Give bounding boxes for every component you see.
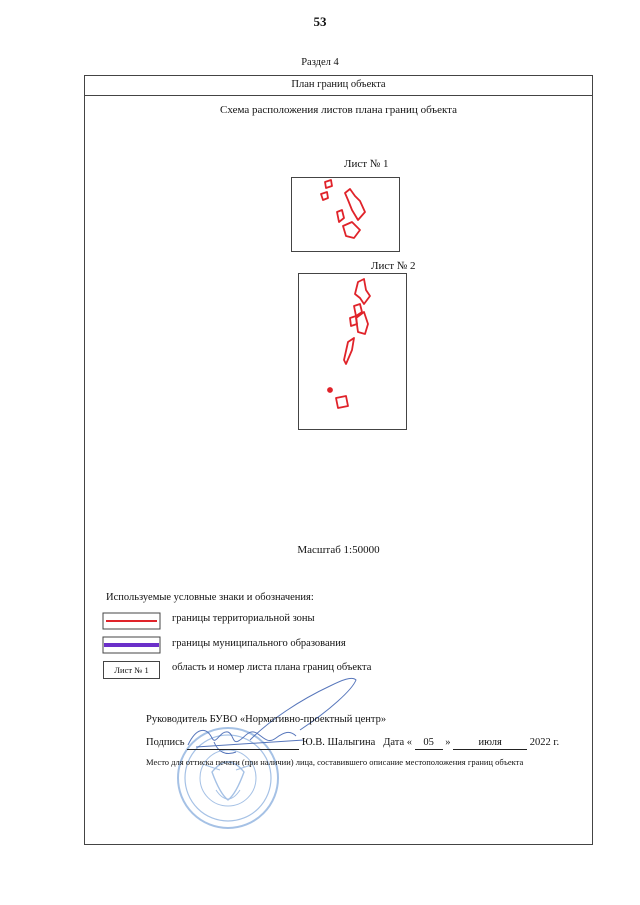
zone-boundaries-sheet-2: [328, 279, 370, 408]
zone-boundaries-sheet-1: [321, 180, 365, 238]
section-heading: Раздел 4: [301, 57, 339, 68]
date-separator: »: [445, 737, 451, 748]
date-day: 05: [415, 737, 443, 750]
legend-lines: [103, 613, 160, 653]
date-year: 2022 г.: [529, 737, 560, 748]
sheet-1-label: Лист № 1: [344, 158, 389, 170]
zone-polygon: [336, 396, 348, 408]
zone-polygon: [345, 189, 365, 220]
legend-sheet-text: область и номер листа плана границ объекта: [172, 662, 372, 673]
legend-sheet-swatch: Лист № 1: [103, 661, 160, 679]
date-month: июля: [453, 737, 527, 750]
signature-line: [146, 737, 559, 750]
plan-frame-title: План границ объекта: [84, 75, 593, 96]
zone-polygon: [337, 210, 344, 222]
signature-blank: [187, 737, 299, 750]
page-number: 53: [313, 14, 327, 29]
legend-zone-text: границы территориальной зоны: [172, 613, 315, 624]
sheet-2-label: Лист № 2: [371, 260, 416, 272]
zone-point: [328, 388, 332, 392]
sign-label: Подпись: [146, 737, 185, 748]
zone-polygon: [321, 192, 328, 200]
scheme-title: Схема расположения листов плана границ объекта: [220, 104, 457, 116]
zone-polygon: [343, 222, 360, 238]
scale-label: Масштаб 1:50000: [297, 544, 380, 556]
zone-polygon: [325, 180, 332, 188]
legend-municipal-text: границы муниципального образования: [172, 638, 346, 649]
head-line: Руководитель БУВО «Нормативно-проектный центр»: [146, 714, 387, 725]
date-label: Дата «: [383, 737, 413, 748]
zone-polygon: [355, 279, 370, 304]
legend-title: Используемые условные знаки и обозначения:: [106, 592, 314, 603]
zone-polygon: [344, 338, 354, 364]
stamp-note: Место для оттиска печати (при наличии) лица, составившего описание местоположения границ объекта: [146, 757, 524, 767]
signer-name: Ю.В. Шалыгина: [301, 737, 376, 748]
